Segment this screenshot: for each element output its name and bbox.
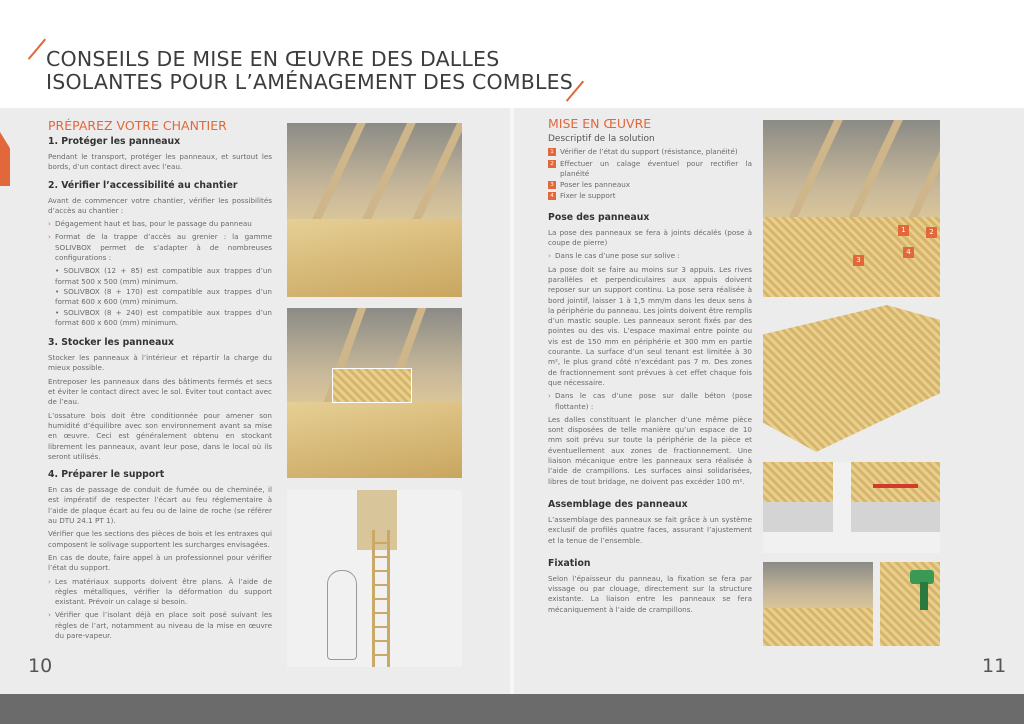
paragraph: L’ossature bois doit être conditionnée pour amener son humidité d’équilibre avec son environnement avant sa mise en œuvre. Ceci est généralement obtenu en stockant librement les panneaux, avant leur pose, dans le local où ils seront utilisés. [48,410,272,461]
bullet: › Dans le cas d’une pose sur dalle béton (pose flottante) : [548,391,752,412]
photo-installation-steps [763,120,940,297]
paragraph: La pose des panneaux se fera à joints décalés (pose à coupe de pierre) [548,227,752,248]
subheading: Assemblage des panneaux [548,498,688,510]
paragraph: Vérifier que les sections des pièces de bois et les entraxes qui composent le solivage supportent les surcharges envisagées. [48,529,272,549]
photo-step-label: 4 [903,247,914,258]
photo-stacked-panels [287,308,462,478]
bullet: › Vérifier que l’isolant déjà en place soit posé suivant les règles de l’art, notamment au niveau de la mise en œuvre du pare-vapeur. [48,610,272,641]
paragraph: En cas de doute, faire appel à un professionnel pour vérifier l’état du support. [48,552,272,573]
step-item [548,191,752,201]
bullet: › Les matériaux supports doivent être plans. À l’aide de règles métalliques, vérifier la déformation du support existant. Prévoir un calage si besoin. [48,577,272,608]
page-number: 10 [28,655,53,677]
right-column [548,116,752,618]
paragraph: Les dalles constituant le plancher d’une même pièce sont disposées de telle manière qu’un espace de 10 mm soit prévu sur toute la périphérie de la pièce et éventuellement aux zones de fractionnement. Une liaison mécanique entre les panneaux sera réalisée à l’aide de crampillons. Les surfaces ainsi solidarisées, libres de tout bridage, ne doivent pas excéder 100 m². [548,414,752,486]
illustration-tongue-groove [763,462,940,553]
step-number: 3 [548,181,556,189]
subheading: Fixation [548,557,591,569]
photo-step-label: 3 [853,255,864,266]
sub-bullet: • SOLIVBOX (12 + 85) est compatible aux trappes d’un format 500 x 500 (mm) minimum. [55,266,272,286]
photo-step-label: 2 [926,227,937,238]
photo-attic-floor [287,123,462,297]
bullet: › Format de la trappe d’accès au grenier : la gamme SOLIVBOX permet de s’adapter à de nombreuses configurations : [48,232,272,263]
subheading: Pose des panneaux [548,211,650,223]
paragraph: Pendant le transport, protéger les panneaux, et surtout les bords, d’un contact direct avec l’eau. [48,152,272,172]
photo-screwing [880,562,940,646]
paragraph: Avant de commencer votre chantier, vérifier les possibilités d’accès au chantier : [48,195,272,215]
page-number: 11 [982,655,1007,677]
paragraph: Stocker les panneaux à l’intérieur et répartir la charge du mieux possible. [48,353,272,373]
photo-step-label: 1 [898,225,909,236]
subheading: 3. Stocker les panneaux [48,337,174,349]
section-heading: MISE EN ŒUVRE [548,116,652,131]
paragraph: L’assemblage des panneaux se fait grâce à un système exclusif de profilés quatre faces, assurant l’ajustement et la tenue de l’ensemble. [548,514,752,545]
photo-trapdoor [763,562,873,646]
subheading: 1. Protéger les panneaux [48,136,181,147]
step-item [548,180,752,190]
bullet: › Dégagement haut et bas, pour le passage du panneau [48,219,272,229]
step-text: Fixer le support [560,191,616,201]
paragraph: Selon l’épaisseur du panneau, la fixation se fera par vissage ou par clouage, directement sur la structure existante. La liaison entre les panneaux se fera mécaniquement à l’aide de crampillons. [548,573,752,614]
steps-list [548,147,752,201]
left-column [48,118,272,644]
photo-attic-ladder [287,490,462,667]
subheading: 4. Préparer le support [48,469,165,481]
step-item [548,147,752,157]
paragraph: La pose doit se faire au moins sur 3 appuis. Les rives parallèles et perpendiculaires aux appuis doivent reposer sur un support continu. La pose sera réalisée à bord jointif, laisser 1 à 1,5 mm/m dans les deux sens à la périphérie du panneau. Les joints doivent être remplis d’un mastic souple. Les panneaux seront fixés par des pointes ou des vis. L’espace maximal entre pointe ou vis est de 150 mm en périphérie et 300 mm en partie courante. La surface d’un seul tenant est limitée à 30 m², le plus grand côté n’excédant pas 7 m. Des zones de fractionnement sont prévues à cet effet chaque fois que nécessaire. [548,264,752,387]
bullet: › Dans le cas d’une pose sur solive : [548,251,752,261]
sub-bullet: • SOLIVBOX (8 + 170) est compatible aux trappes d’un format 600 x 600 (mm) minimum. [55,286,272,307]
step-text: Poser les panneaux [560,180,631,190]
section-heading: PRÉPAREZ VOTRE CHANTIER [48,118,227,133]
step-item [548,159,752,180]
page-title: CONSEILS DE MISE EN ŒUVRE DES DALLES ISOLANTES POUR L’AMÉNAGEMENT DES COMBLES [46,47,574,94]
paragraph: En cas de passage de conduit de fumée ou de cheminée, il est impératif de respecter l’écart au feu réglementaire à l’aide de plaque écart au feu ou de laine de roche (se référer au DTU 24.1 PT 1). [48,485,272,526]
step-text: Vérifier de l’état du support (résistance, planéité) [560,147,738,157]
sub-bullet: • SOLIVBOX (8 + 240) est compatible aux trappes d’un format 600 x 600 (mm) minimum. [55,307,272,327]
paragraph: Entreposer les panneaux dans des bâtiments fermés et secs et éviter le contact direct avec le sol. Éviter tout contact avec de l’eau. [48,376,272,407]
footer-bar [0,694,1024,724]
step-number: 1 [548,148,556,156]
step-number: 4 [548,192,556,200]
description-title: Descriptif de la solution [548,134,655,144]
subheading: 2. Vérifier l’accessibilité au chantier [48,179,238,191]
step-number: 2 [548,160,556,168]
step-text: Effectuer un calage éventuel pour rectifier la planéité [560,158,752,178]
